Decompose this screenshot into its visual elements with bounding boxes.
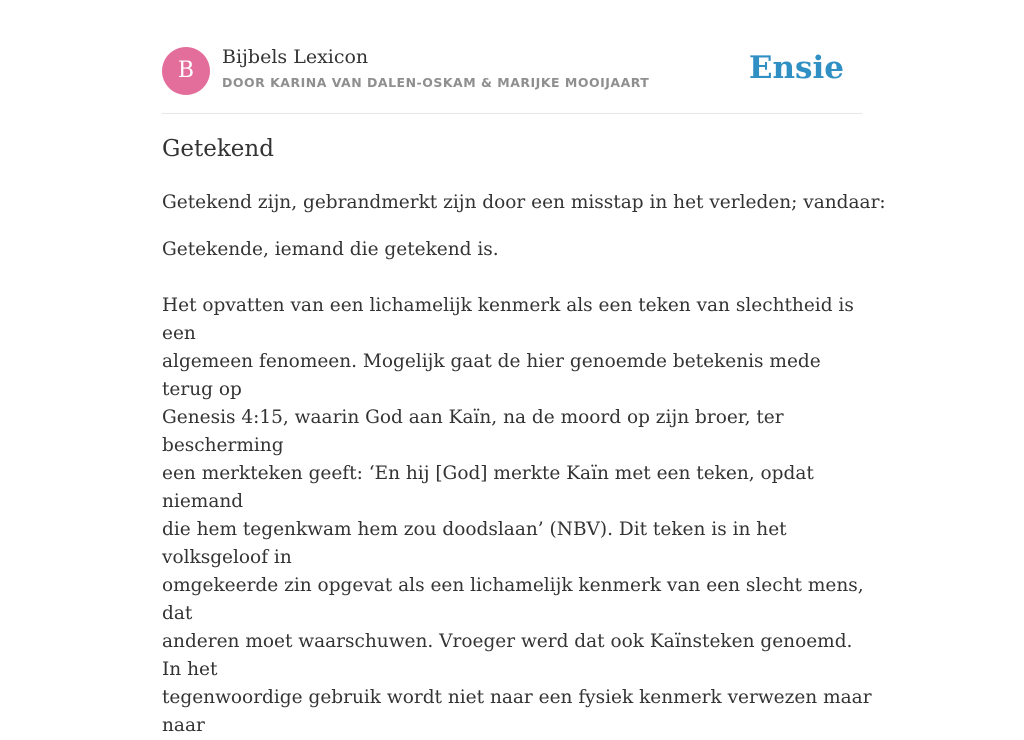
note-line: die hem tegenkwam hem zou doodslaan’ (NBV). Dit teken is in het volksgeloof in xyxy=(162,519,787,568)
note-line: Het opvatten van een lichamelijk kenmerk als een teken van slechtheid is een xyxy=(162,295,854,344)
entry-term: Getekend xyxy=(162,136,274,162)
entry-derivative: Getekende, iemand die getekend is. xyxy=(162,239,499,260)
note-line: een merkteken geeft: ‘En hij [God] merkte Kaïn met een teken, opdat niemand xyxy=(162,463,814,512)
avatar[interactable]: B xyxy=(162,47,210,95)
note-line: anderen moet waarschuwen. Vroeger werd dat ook Kaïnsteken genoemd. In het xyxy=(162,631,853,680)
note-line: algemeen fenomeen. Mogelijk gaat de hier genoemde betekenis mede terug op xyxy=(162,351,821,400)
note-line: tegenwoordige gebruik wordt niet naar een fysiek kenmerk verwezen maar naar xyxy=(162,687,872,736)
page xyxy=(162,0,886,736)
entry-definition: Getekend zijn, gebrandmerkt zijn door een misstap in het verleden; vandaar: xyxy=(162,192,886,213)
entry-note xyxy=(162,292,872,740)
book-authors: DOOR KARINA VAN DALEN-OSKAM & MARIJKE MOOIJAART xyxy=(222,75,650,90)
note-line: omgekeerde zin opgevat als een lichamelijk kenmerk van een slecht mens, dat xyxy=(162,575,864,624)
ensie-logo[interactable]: Ensie xyxy=(748,50,844,86)
note-line: Genesis 4:15, waarin God aan Kaïn, na de moord op zijn broer, ter bescherming xyxy=(162,407,784,456)
entry-content xyxy=(162,189,886,740)
header xyxy=(162,0,862,114)
book-title[interactable]: Bijbels Lexicon xyxy=(222,46,369,68)
